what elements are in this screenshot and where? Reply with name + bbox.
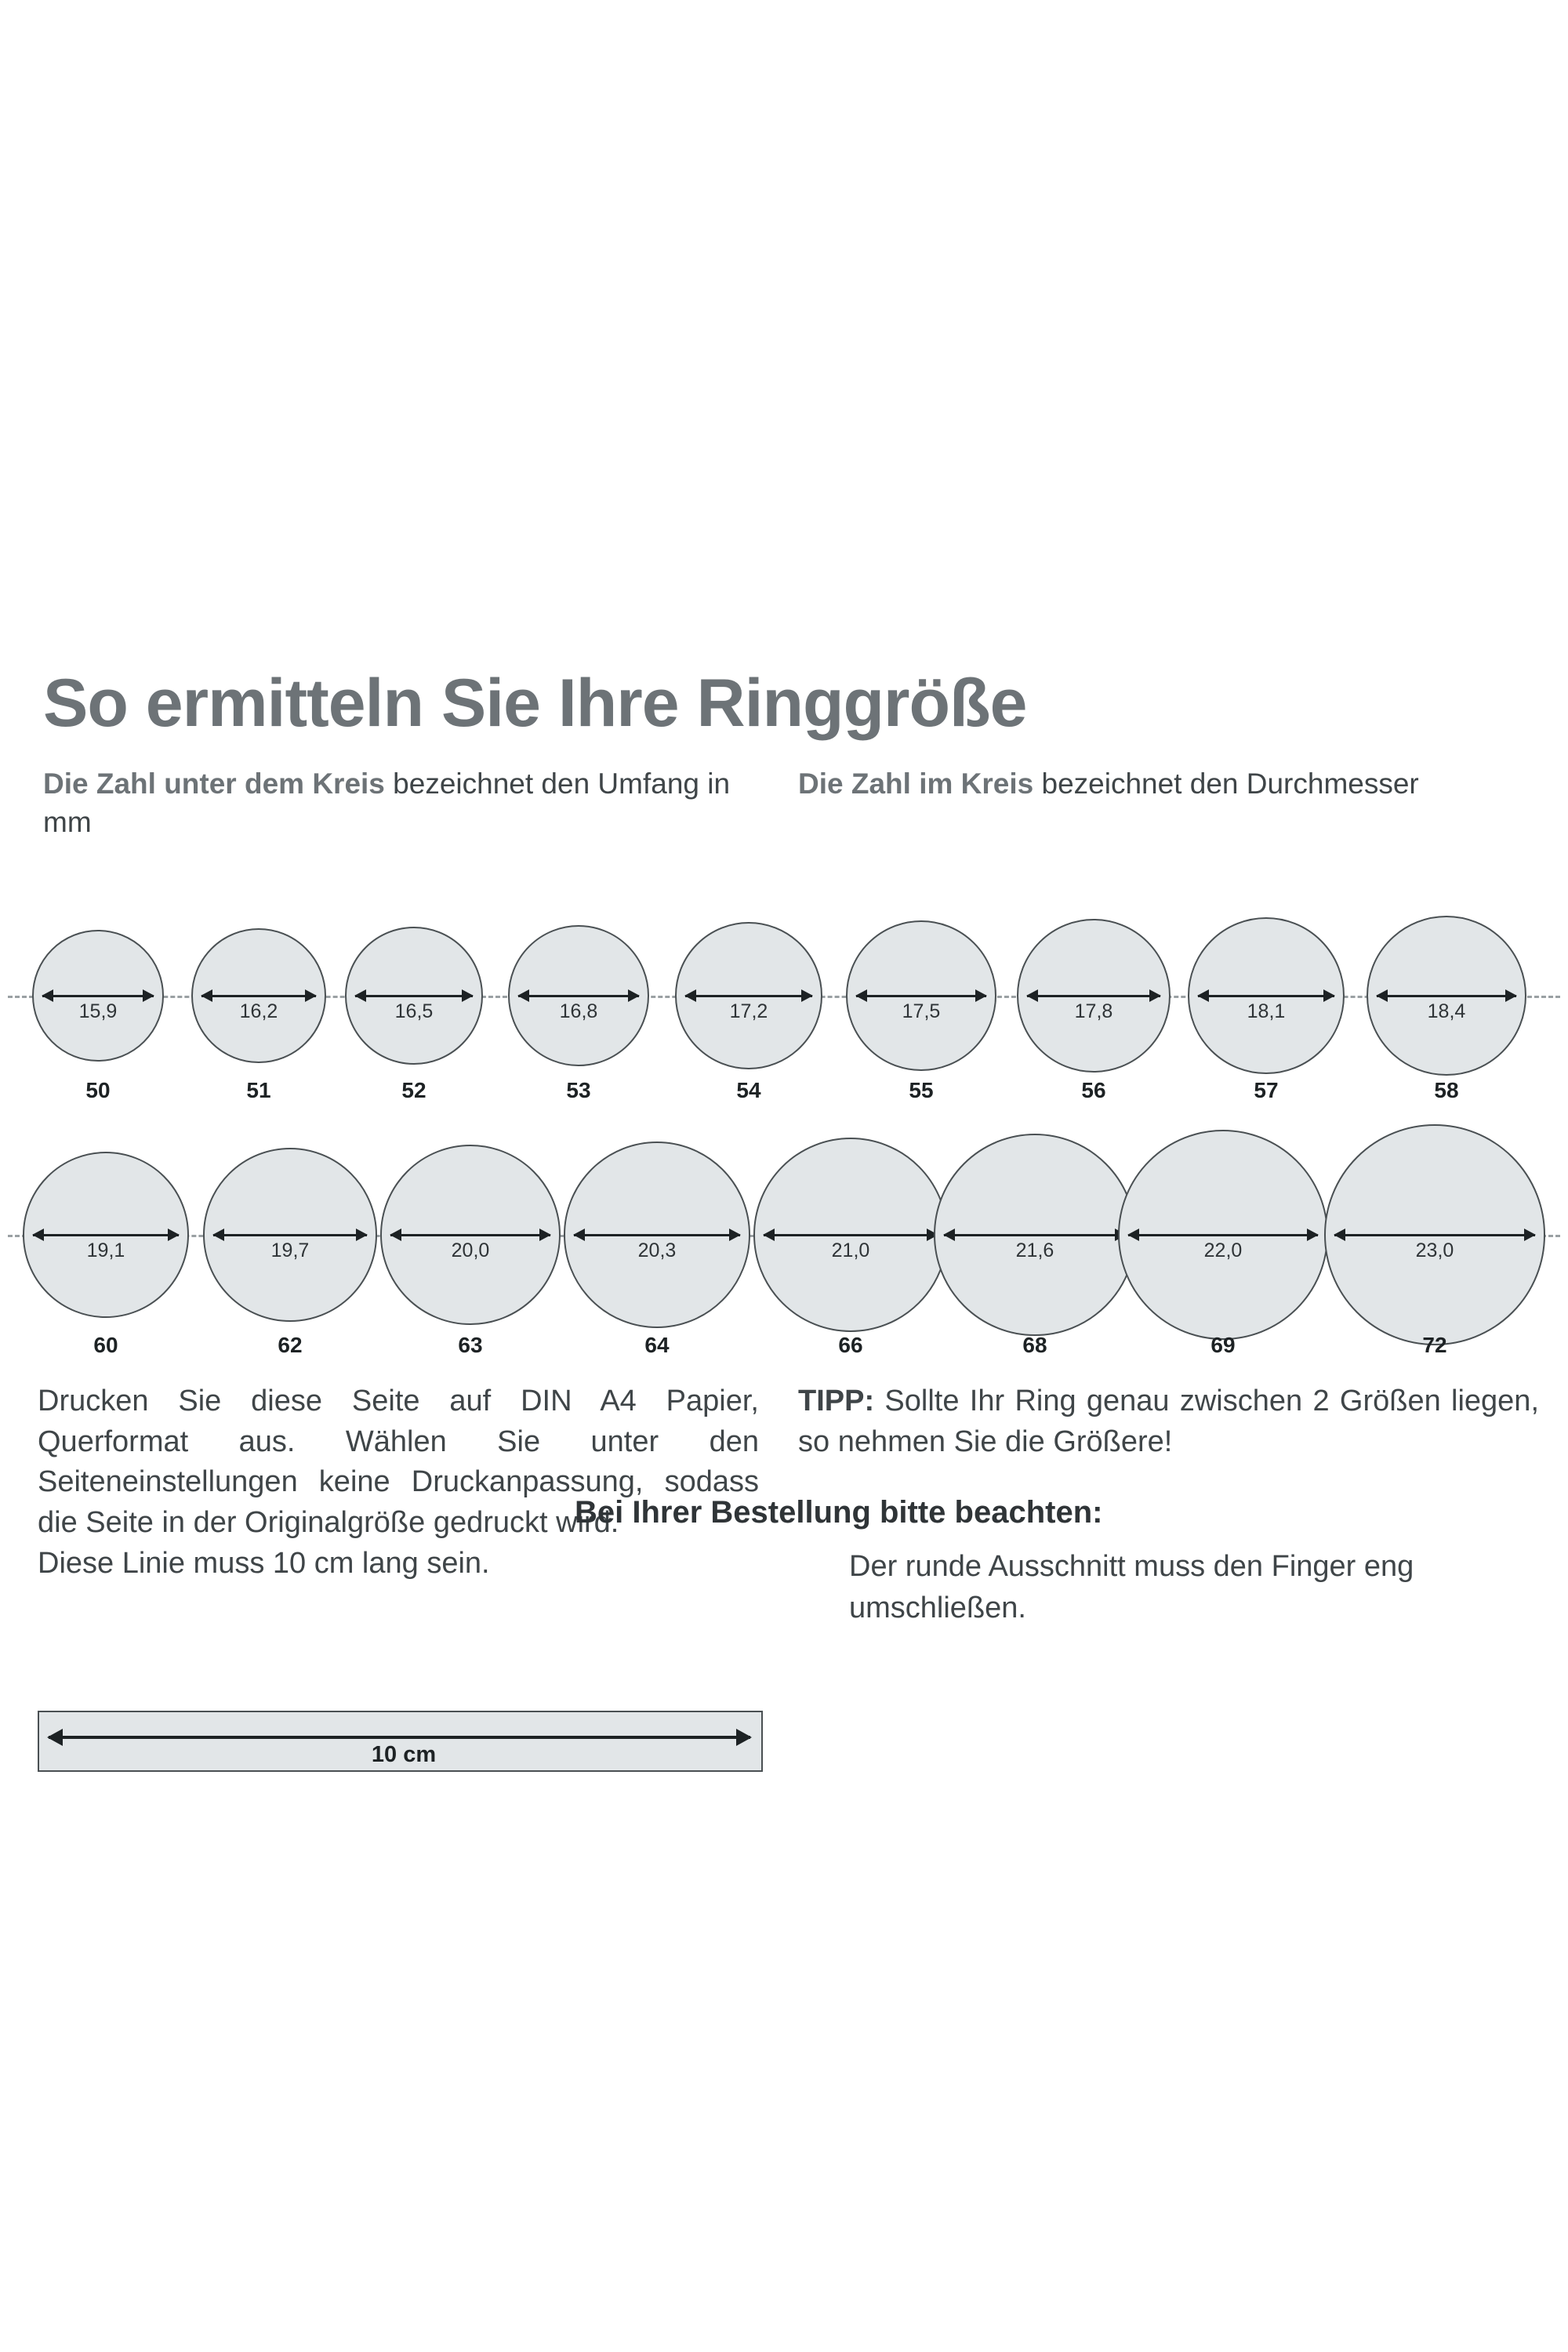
diameter-arrow-icon xyxy=(764,1234,938,1236)
ruler-label: 10 cm xyxy=(298,1742,510,1768)
ring-size-label: 55 xyxy=(909,1078,934,1102)
page-title: So ermitteln Sie Ihre Ringgröße xyxy=(43,665,1027,741)
diameter-arrow-icon xyxy=(390,1234,550,1236)
ring-size-label: 50 xyxy=(85,1078,111,1102)
diameter-arrow-icon xyxy=(856,995,986,997)
intro-left-strong: Die Zahl unter dem Kreis xyxy=(43,768,385,800)
diameter-arrow-icon xyxy=(1198,995,1334,997)
diameter-arrow-icon xyxy=(574,1234,740,1236)
diameter-arrow-icon xyxy=(201,995,316,997)
ring-row-1 xyxy=(0,894,1568,1121)
ring-size-label: 72 xyxy=(1422,1333,1447,1357)
ring-diameter-label: 21,0 xyxy=(831,1240,870,1261)
diameter-arrow-icon xyxy=(944,1234,1126,1236)
ring-size-label: 53 xyxy=(566,1078,591,1102)
ring-row-2 xyxy=(0,1105,1568,1364)
intro-right-rest: bezeichnet den Durchmesser xyxy=(1033,768,1419,800)
order-heading xyxy=(575,1494,1539,1532)
ring-size-label: 60 xyxy=(93,1333,118,1357)
ring-size-label: 69 xyxy=(1210,1333,1236,1357)
diameter-arrow-icon xyxy=(33,1234,179,1236)
ring-size-label: 54 xyxy=(736,1078,761,1102)
tip-text: Sollte Ihr Ring genau zwischen 2 Größen liegen, so nehmen Sie die Größere! xyxy=(798,1385,1539,1458)
ring-size-label: 66 xyxy=(838,1333,863,1357)
ring-size-label: 68 xyxy=(1022,1333,1047,1357)
diameter-arrow-icon xyxy=(1027,995,1160,997)
diameter-arrow-icon xyxy=(1334,1234,1535,1236)
diameter-arrow-icon xyxy=(213,1234,367,1236)
line-instruction-text: Diese Linie muss 10 cm lang sein. xyxy=(38,1546,490,1580)
ring-diameter-label: 18,1 xyxy=(1247,1000,1286,1022)
print-instructions-text: Drucken Sie diese Seite auf DIN A4 Papier, Querformat aus. Wählen Sie unter den Seiteneinstellungen keine Druckanpassung, sodass die Seite in der Originalgröße gedruckt wird. xyxy=(38,1385,759,1540)
ring-size-label: 63 xyxy=(458,1333,483,1357)
diameter-arrow-icon xyxy=(518,995,639,997)
ring-diameter-label: 16,2 xyxy=(239,1000,278,1022)
tip-paragraph xyxy=(798,1381,1539,1462)
ring-size-label: 51 xyxy=(246,1078,271,1102)
diameter-arrow-icon xyxy=(685,995,812,997)
print-instructions-block xyxy=(38,1381,759,1584)
ring-diameter-label: 23,0 xyxy=(1415,1240,1454,1261)
ring-diameter-label: 17,5 xyxy=(902,1000,941,1022)
ring-size-label: 58 xyxy=(1434,1078,1459,1102)
ring-diameter-label: 18,4 xyxy=(1427,1000,1466,1022)
ring-size-label: 64 xyxy=(644,1333,670,1357)
tip-block xyxy=(575,1381,1539,1630)
diameter-arrow-icon xyxy=(355,995,473,997)
ring-diameter-label: 20,0 xyxy=(451,1240,490,1261)
ring-diameter-label: 20,3 xyxy=(637,1240,677,1261)
ring-diameter-label: 22,0 xyxy=(1203,1240,1243,1261)
ring-diameter-label: 17,2 xyxy=(729,1000,768,1022)
ring-diameter-label: 21,6 xyxy=(1015,1240,1054,1261)
ring-size-label: 57 xyxy=(1254,1078,1279,1102)
diameter-arrow-icon xyxy=(42,995,154,997)
tip-label: TIPP: xyxy=(798,1385,875,1417)
intro-left-rest: bezeichnet den Umfang in mm xyxy=(43,768,731,839)
ring-diameter-label: 15,9 xyxy=(78,1000,118,1022)
ring-size-label: 62 xyxy=(278,1333,303,1357)
order-heading-text: Bei Ihrer Bestellung bitte beachten: xyxy=(575,1495,1103,1530)
ruler-arrow-icon xyxy=(49,1736,750,1739)
order-body-text: Der runde Ausschnitt muss den Finger eng umschließen. xyxy=(849,1550,1414,1625)
intro-left-text xyxy=(43,764,749,841)
intro-right-text xyxy=(798,764,1527,803)
ring-size-label: 56 xyxy=(1081,1078,1106,1102)
ring-size-label: 52 xyxy=(401,1078,426,1102)
ring-diameter-label: 19,1 xyxy=(86,1240,125,1261)
ring-diameter-label: 17,8 xyxy=(1074,1000,1113,1022)
diameter-arrow-icon xyxy=(1128,1234,1318,1236)
ring-diameter-label: 19,7 xyxy=(270,1240,310,1261)
ring-diameter-label: 16,5 xyxy=(394,1000,434,1022)
intro-right-strong: Die Zahl im Kreis xyxy=(798,768,1034,800)
ring-diameter-label: 16,8 xyxy=(559,1000,598,1022)
diameter-arrow-icon xyxy=(1377,995,1516,997)
